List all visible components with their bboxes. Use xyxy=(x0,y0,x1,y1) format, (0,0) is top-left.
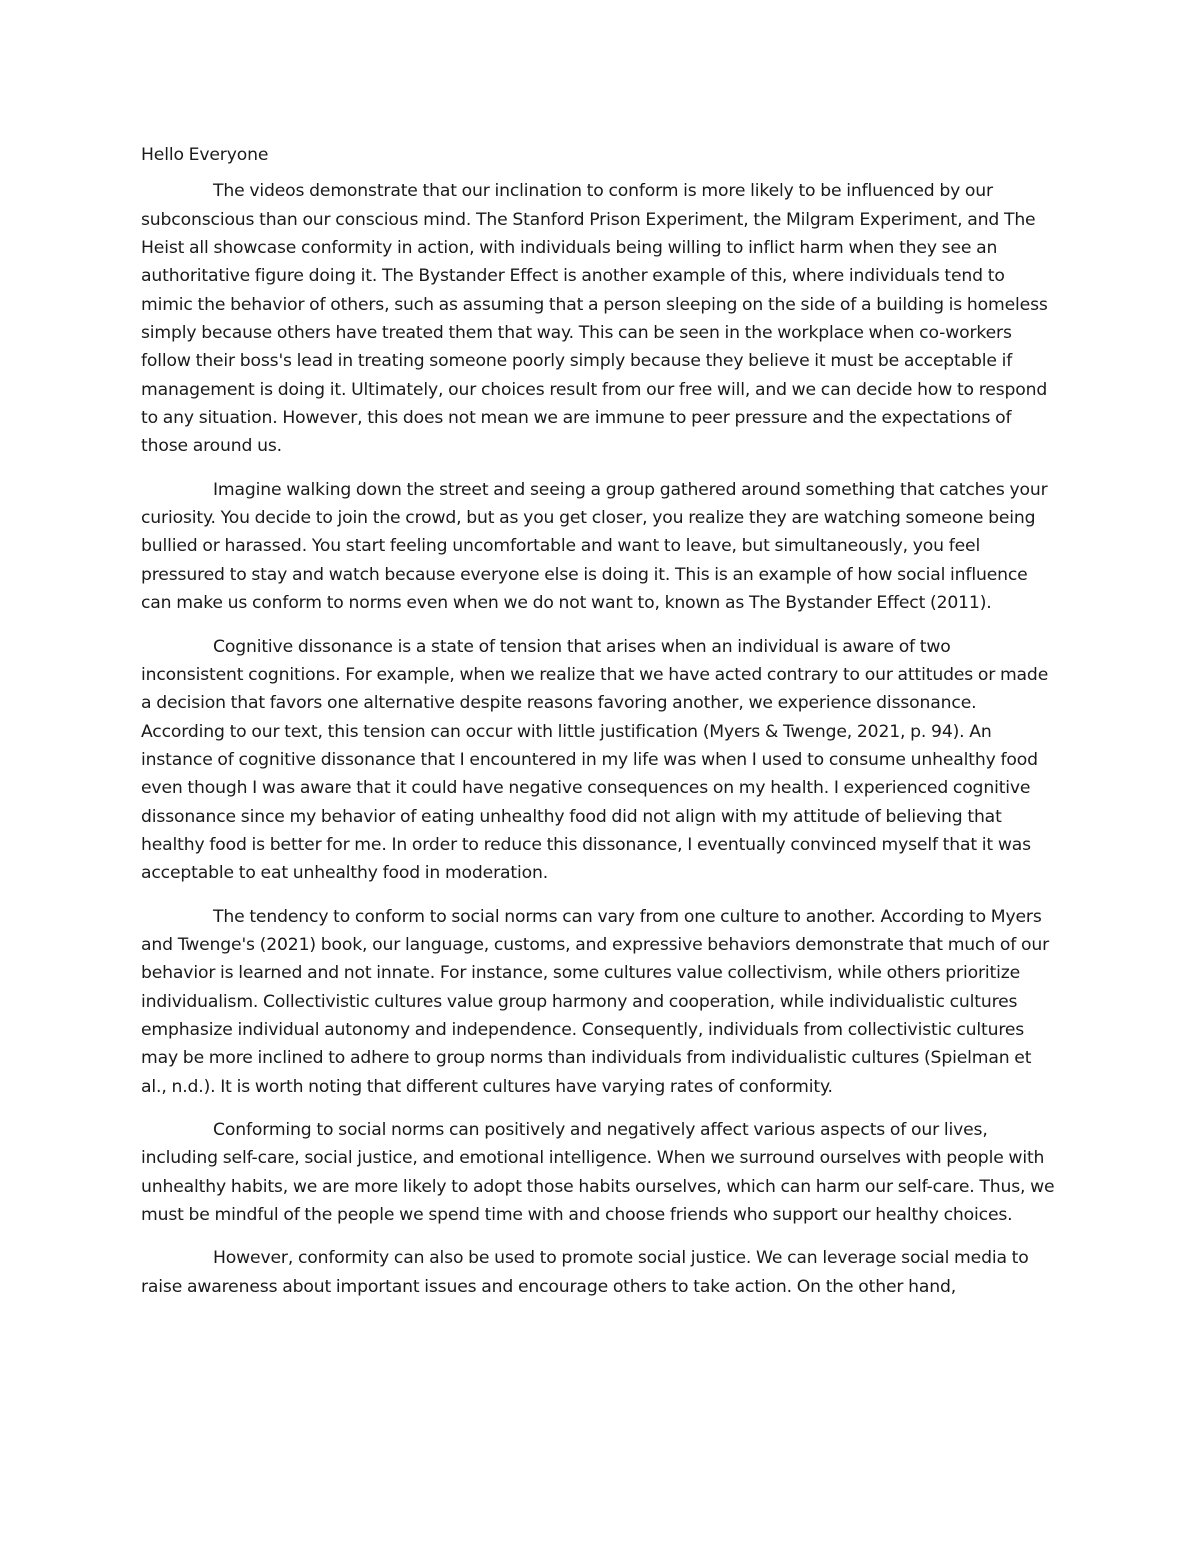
paragraph-self-care: Conforming to social norms can positively and negatively affect various aspects of our lives, including self-care, social justice, and emotional intelligence. When we surround ourselves with people with unhealthy habits, we are more likely to adopt those habits ourselves, which can harm our self-care. Thus, we must be mindful of the people we spend time with and choose friends who support our healthy choices. xyxy=(141,1120,1055,1226)
paragraph-conformity-videos: The videos demonstrate that our inclination to conform is more likely to be influenced by our subconscious than our conscious mind. The Stanford Prison Experiment, the Milgram Experiment, and The Heist all showcase conformity in action, with individuals being willing to inflict harm when they see an authoritative figure doing it. The Bystander Effect is another example of this, where individuals tend to mimic the behavior of others, such as assuming that a person sleeping on the side of a building is homeless simply because others have treated them that way. This can be seen in the workplace when co-workers follow their boss's lead in treating someone poorly simply because they believe it must be acceptable if management is doing it. Ultimately, our choices result from our free will, and we can decide how to respond to any situation. However, this does not mean we are immune to peer pressure and the expectations of those around us. xyxy=(141,181,1048,457)
paragraph-bystander-example: Imagine walking down the street and seeing a group gathered around something that catches your curiosity. You decide to join the crowd, but as you get closer, you realize they are watching someone being bullied or harassed. You start feeling uncomfortable and want to leave, but simultaneously, you feel pressured to stay and watch because everyone else is doing it. This is an example of how social influence can make us conform to norms even when we do not want to, known as The Bystander Effect (2011). xyxy=(141,479,1048,614)
document-body xyxy=(141,141,1056,1316)
greeting-line: Hello Everyone xyxy=(141,145,269,165)
paragraph-social-justice: However, conformity can also be used to promote social justice. We can leverage social media to raise awareness about important issues and encourage others to take action. On the other hand, xyxy=(141,1248,1029,1297)
paragraph-culture-conformity: The tendency to conform to social norms can vary from one culture to another. According to Myers and Twenge's (2021) book, our language, customs, and expressive behaviors demonstrate that much of our behavior is learned and not innate. For instance, some cultures value collectivism, while others prioritize individualism. Collectivistic cultures value group harmony and cooperation, while individualistic cultures emphasize individual autonomy and independence. Consequently, individuals from collectivistic cultures may be more inclined to adhere to group norms than individuals from individualistic cultures (Spielman et al., n.d.). It is worth noting that different cultures have varying rates of conformity. xyxy=(141,906,1049,1097)
paragraph-cognitive-dissonance: Cognitive dissonance is a state of tension that arises when an individual is aware of two inconsistent cognitions. For example, when we realize that we have acted contrary to our attitudes or made a decision that favors one alternative despite reasons favoring another, we experience dissonance. According to our text, this tension can occur with little justification (Myers & Twenge, 2021, p. 94). An instance of cognitive dissonance that I encountered in my life was when I used to consume unhealthy food even though I was aware that it could have negative consequences on my health. I experienced cognitive dissonance since my behavior of eating unhealthy food did not align with my attitude of believing that healthy food is better for me. In order to reduce this dissonance, I eventually convinced myself that it was acceptable to eat unhealthy food in moderation. xyxy=(141,636,1049,884)
